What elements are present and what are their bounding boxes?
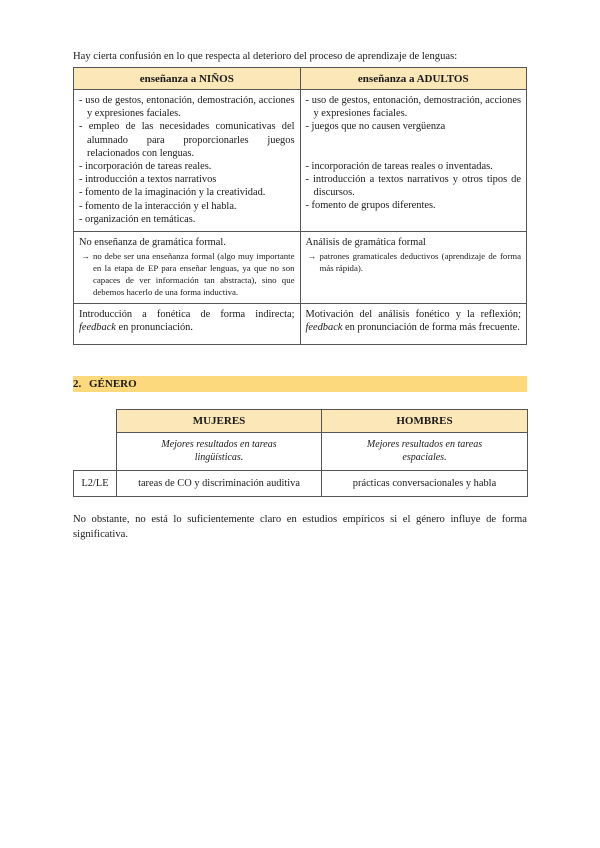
section-number: 2. (73, 378, 82, 391)
gender-table (73, 409, 528, 497)
list-item: - incorporación de tareas reales o inventadas. (305, 160, 493, 172)
empty-corner (74, 433, 117, 471)
document-page (73, 50, 527, 553)
list-item: - empleo de las necesidades comunicativas del alumnado para proporcionarles juegos relacionados con lenguas. (79, 121, 295, 159)
adultos-grammar-cell (300, 232, 527, 304)
hombres-summary: Mejores resultados en tareas espaciales. (366, 439, 483, 463)
mujeres-summary-cell (117, 433, 322, 471)
intro-text: Hay cierta confusión en lo que respecta al deterioro del proceso de aprendizaje de lenguas: (73, 51, 458, 62)
outro-text: No obstante, no está lo suficientemente claro en estudios empíricos si el género influye de forma significativa. (73, 514, 527, 541)
section-heading (73, 376, 527, 392)
mujeres-summary: Mejores resultados en tareas lingüísticas. (161, 439, 277, 463)
list-item: - incorporación de tareas reales. (79, 161, 212, 173)
list-item: - uso de gestos, entonación, demostración, acciones y expresiones faciales. (305, 95, 521, 120)
header-adultos: enseñanza a ADULTOS (300, 68, 527, 90)
header-ninos: enseñanza a NIÑOS (74, 68, 301, 90)
ninos-grammar-title: No enseñanza de gramática formal. (79, 237, 226, 249)
age-comparison-table (73, 67, 527, 345)
section-title: GÉNERO (89, 378, 137, 391)
list-item: - uso de gestos, entonación, demostración, acciones y expresiones faciales. (79, 95, 295, 120)
list-item: - introducción a textos narrativos (79, 174, 217, 186)
header-hombres: HOMBRES (322, 410, 528, 433)
ninos-grammar-cell (74, 232, 301, 304)
header-mujeres: MUJERES (117, 410, 322, 433)
empty-corner (74, 410, 117, 433)
list-item: - introducción a textos narrativos y otros tipos de discursos. (305, 173, 521, 199)
hombres-summary-cell (322, 433, 528, 471)
list-item: - organización en temáticas. (79, 213, 196, 225)
ninos-phonetics-text: Introducción a fonética de forma indirecta; feedback en pronunciación. (79, 309, 295, 334)
arrow-icon: → (81, 251, 90, 262)
list-item: - fomento de la interacción y el habla. (79, 200, 237, 212)
adultos-phonetics-cell (300, 304, 527, 345)
adultos-phonetics-text: Motivación del análisis fonético y la reflexión; feedback en pronunciación de forma más frecuente. (305, 309, 521, 334)
ninos-grammar-note: no debe ser una enseñanza formal (algo muy importante en la etapa de EP para enseñar lenguas, ya que no son capaces de ver información tan abstracta), sino que debemos hacerlo de una forma inductiva. (93, 251, 295, 298)
list-item: - fomento de grupos diferentes. (305, 200, 436, 212)
mujeres-value: tareas de CO y discriminación auditiva (117, 471, 322, 497)
list-item: - fomento de la imaginación y la creatividad. (79, 187, 266, 199)
adultos-methods-cell (300, 90, 527, 232)
ninos-methods-cell (74, 90, 301, 232)
adultos-grammar-note: patrones gramaticales deductivos (aprendizaje de forma más rápida). (319, 251, 521, 274)
list-item: - juegos que no causen vergüenza (305, 121, 446, 133)
ninos-phonetics-cell (74, 304, 301, 345)
row-label: L2/LE (74, 471, 117, 497)
hombres-value: prácticas conversacionales y habla (322, 471, 528, 497)
arrow-icon: → (307, 251, 317, 262)
adultos-grammar-title: Análisis de gramática formal (305, 237, 426, 249)
